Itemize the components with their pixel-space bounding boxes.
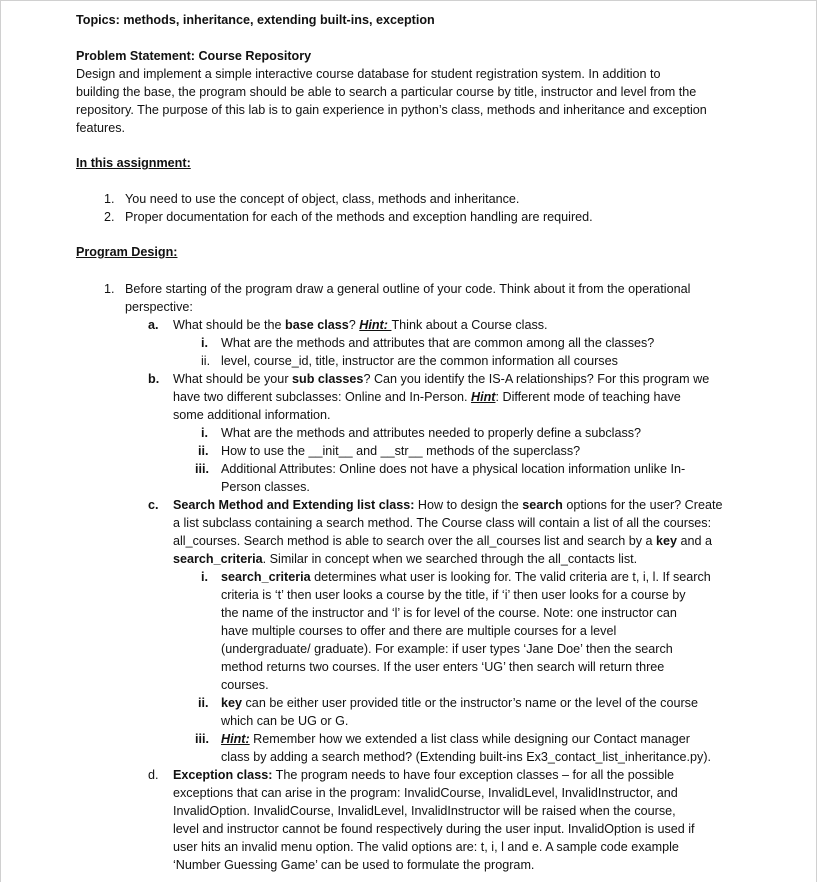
list-item-b: some additional information. — [173, 408, 331, 422]
list-item: have multiple courses to offer and there are multiple courses for a level — [221, 624, 617, 638]
list-item: You need to use the concept of object, class, methods and inheritance. — [125, 192, 520, 206]
list-letter: d. — [148, 768, 159, 782]
list-item: How to use the __init__ and __str__ methods of the superclass? — [221, 444, 581, 458]
top-border — [1, 0, 816, 1]
list-item: key can be either user provided title or the instructor’s name or the level of the course — [221, 696, 698, 710]
list-item-c: Search Method and Extending list class: How to design the search options for the user? Create — [173, 498, 723, 512]
list-roman: i. — [201, 336, 208, 350]
list-roman: ii. — [198, 444, 209, 458]
list-item: Before starting of the program draw a general outline of your code. Think about it from the operational — [125, 282, 691, 296]
list-item: Hint: Remember how we extended a list class while designing our Contact manager — [221, 732, 690, 746]
list-item: search_criteria determines what user is looking for. The valid criteria are t, i, l. If search — [221, 570, 711, 584]
list-item-b: What should be your sub classes? Can you identify the IS-A relationships? For this program we — [173, 372, 710, 386]
list-roman: iii. — [195, 732, 209, 746]
list-roman: i. — [201, 426, 208, 440]
list-item-b: have two different subclasses: Online and In-Person. Hint: Different mode of teaching have — [173, 390, 681, 404]
list-item: perspective: — [125, 300, 193, 314]
list-item: What are the methods and attributes needed to properly define a subclass? — [221, 426, 642, 440]
list-item: Proper documentation for each of the methods and exception handling are required. — [125, 210, 593, 224]
list-item: class by adding a search method? (Extending built-ins Ex3_contact_list_inheritance.py). — [221, 750, 712, 764]
problem-title: Problem Statement: Course Repository — [76, 49, 312, 63]
list-item: Person classes. — [221, 480, 310, 494]
list-roman: iii. — [195, 462, 209, 476]
list-item: (undergraduate/ graduate). For example: if user types ‘Jane Doe’ then the search — [221, 642, 673, 656]
list-item-a: What should be the base class? Hint: Think about a Course class. — [173, 318, 548, 332]
list-roman: i. — [201, 570, 208, 584]
list-letter: a. — [148, 318, 159, 332]
paragraph-line: Design and implement a simple interactive course database for student registration system. In addition to — [76, 67, 661, 81]
list-item: courses. — [221, 678, 269, 692]
list-letter: b. — [148, 372, 160, 386]
list-item-d: exceptions that can arise in the program: InvalidCourse, InvalidLevel, InvalidInstructor, and — [173, 786, 678, 800]
list-item: the name of the instructor and ‘l’ is for level of the course. Note: one instructor can — [221, 606, 677, 620]
list-item: criteria is ‘t’ then user looks a course by the title, if ‘i’ then user looks for a course by — [221, 588, 686, 602]
list-roman: ii. — [198, 696, 209, 710]
list-item-c: all_courses. Search method is able to search over the all_courses list and search by a key and a — [173, 534, 713, 548]
paragraph-line: features. — [76, 121, 126, 135]
list-item-c: search_criteria. Similar in concept when we searched through the all_contacts list. — [173, 552, 638, 566]
paragraph-line: building the base, the program should be able to search a particular course by title, instructor and level from the — [76, 85, 697, 99]
list-roman: ii. — [201, 354, 211, 368]
list-item-d: Exception class: The program needs to have four exception classes – for all the possible — [173, 768, 675, 782]
list-item-d: level and instructor cannot be found respectively during the user input. InvalidOption is used if — [173, 822, 695, 836]
list-item-d: user hits an invalid menu option. The valid options are: t, i, l and e. A sample code example — [173, 840, 679, 854]
list-item: method returns two courses. If the user enters ‘UG’ then search will return three — [221, 660, 665, 674]
list-number: 2. — [104, 210, 115, 224]
list-number: 1. — [104, 282, 115, 296]
list-number: 1. — [104, 192, 115, 206]
list-letter: c. — [148, 498, 159, 512]
topics-heading: Topics: methods, inheritance, extending built-ins, exception — [76, 13, 435, 27]
paragraph-line: repository. The purpose of this lab is to gain experience in python’s class, methods and inheritance and exception — [76, 103, 707, 117]
list-item: level, course_id, title, instructor are the common information all courses — [221, 354, 618, 368]
assignment-heading: In this assignment: — [76, 156, 191, 170]
list-item: which can be UG or G. — [221, 714, 349, 728]
list-item: Additional Attributes: Online does not have a physical location information unlike In- — [221, 462, 686, 476]
list-item-c: a list subclass containing a search method. The Course class will contain a list of all the courses: — [173, 516, 712, 530]
list-item-d: InvalidOption. InvalidCourse, InvalidLevel, InvalidInstructor will be raised when the course, — [173, 804, 676, 818]
list-item-d: ‘Number Guessing Game’ can be used to formulate the program. — [173, 858, 535, 872]
design-heading: Program Design: — [76, 245, 178, 259]
list-item: What are the methods and attributes that are common among all the classes? — [221, 336, 655, 350]
